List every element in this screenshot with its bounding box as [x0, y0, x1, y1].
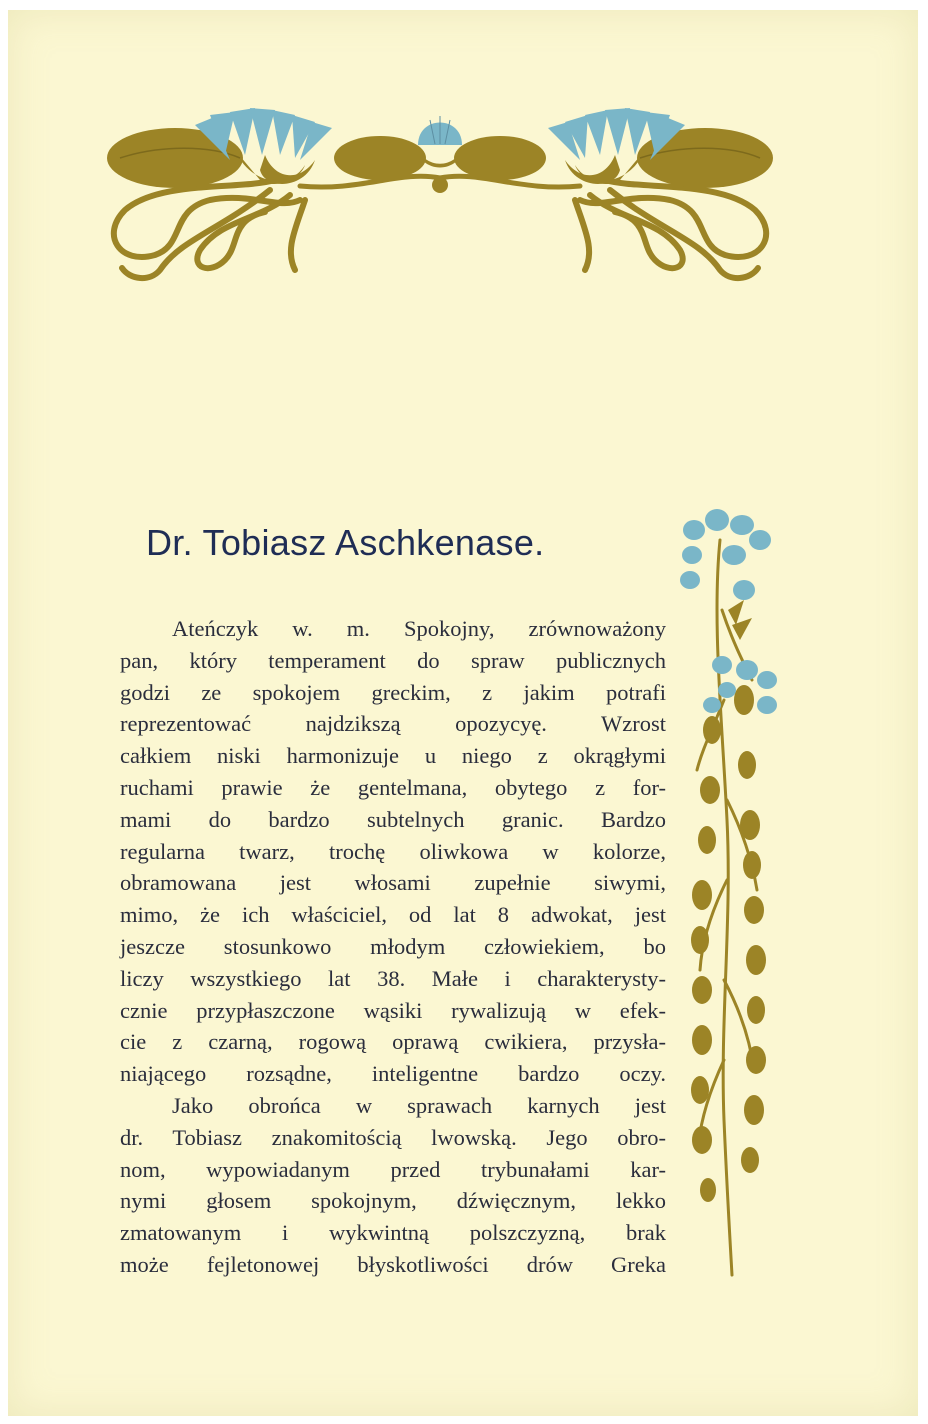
text-line: ruchami prawie że gentelmana, obytego z for-	[120, 774, 666, 800]
text-line: jeszcze stosunkowo młodym człowiekiem, bo	[120, 933, 666, 959]
text-line: Ateńczyk w. m. Spokojny, zrównoważony	[172, 616, 666, 641]
text-line: godzi ze spokojem greckim, z jakim potrafi	[120, 679, 666, 705]
text-line: dr. Tobiasz znakomitością lwowską. Jego obro-	[120, 1124, 666, 1150]
article-body	[120, 613, 666, 1281]
text-line: mimo, że ich właściciel, od lat 8 adwokat, jest	[120, 902, 666, 928]
water-lily-border-icon	[100, 100, 780, 285]
text-line: pan, który temperament do spraw publicznych	[120, 647, 666, 673]
text-line: niającego rozsądne, inteligentne bardzo oczy.	[120, 1061, 666, 1087]
text-line: regularna twarz, trochę oliwkowa w kolorze,	[120, 838, 666, 864]
text-line: cznie przypłaszczone wąsiki rywalizują w efek-	[120, 997, 666, 1023]
text-line: cie z czarną, rogową oprawą cwikiera, przysła-	[120, 1029, 666, 1055]
text-line: mami do bardzo subtelnych granic. Bardzo	[120, 806, 666, 832]
text-line: Jako obrońca w sprawach karnych jest	[172, 1092, 666, 1118]
text-line: zmatowanym i wykwintną polszczyzną, brak	[120, 1220, 666, 1246]
text-line: nom, wypowiadanym przed trybunałami kar-	[120, 1156, 666, 1182]
text-line: reprezentować najdzikszą opozycyę. Wzrost	[120, 711, 666, 737]
text-line: obramowana jest włosami zupełnie siwymi,	[120, 870, 666, 896]
text-line: nymi głosem spokojnym, dźwięcznym, lekko	[120, 1188, 666, 1214]
flowering-vetch-sprig-icon	[672, 500, 792, 1280]
text-line: całkiem niski harmonizuje u niego z okrągłymi	[120, 743, 666, 769]
article-title: Dr. Tobiasz Aschkenase.	[146, 522, 545, 563]
text-line: liczy wszystkiego lat 38. Małe i charakterysty-	[120, 965, 666, 991]
text-line: może fejletonowej błyskotliwości drów Greka	[120, 1251, 666, 1277]
